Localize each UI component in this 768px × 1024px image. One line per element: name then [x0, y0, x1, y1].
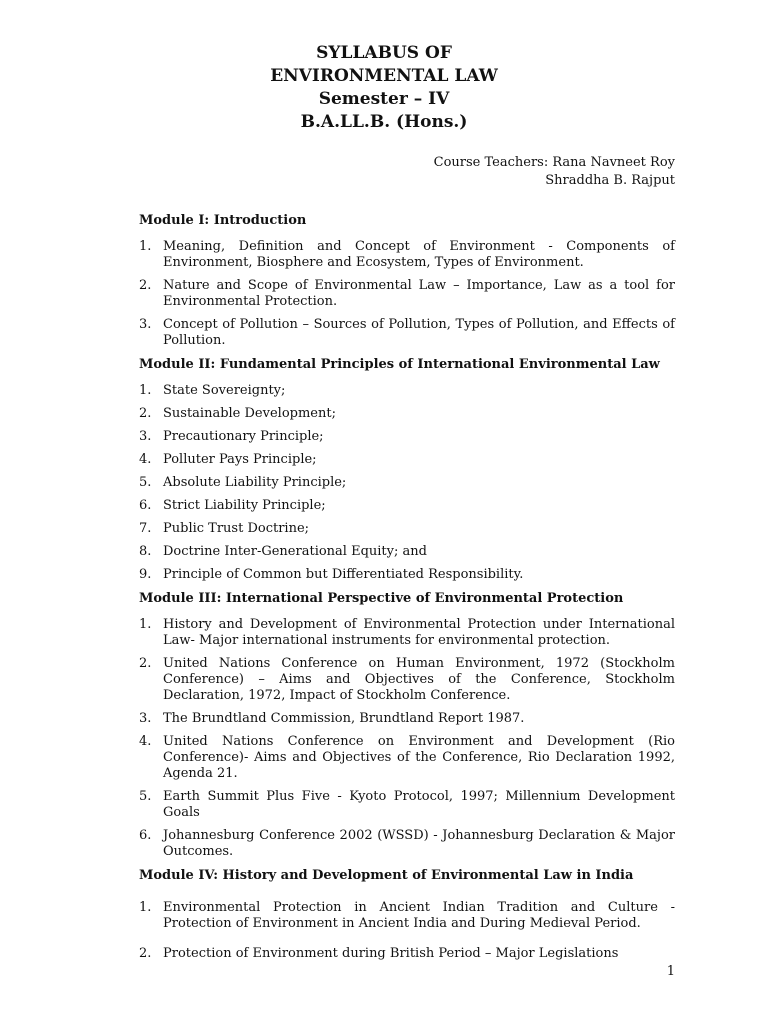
list-text: United Nations Conference on Environment and Development (Rio Conference)- Aims and Objectives of the Conference, Rio Declaration 1992, Agenda 21.: [163, 734, 675, 781]
list-item: [139, 711, 675, 727]
list-item: [139, 946, 675, 962]
list-text: Protection of Environment during British Period – Major Legislations: [163, 946, 619, 961]
list-number: 1.: [139, 239, 152, 254]
list-number: 3.: [139, 317, 152, 332]
list-item: [139, 475, 675, 491]
list-item: [139, 734, 675, 782]
list-number: 2.: [139, 656, 152, 671]
list-text: State Sovereignty;: [163, 383, 286, 398]
list-number: 1.: [139, 383, 152, 398]
list-number: 1.: [139, 900, 152, 915]
module-section: [139, 356, 675, 583]
list-text: Precautionary Principle;: [163, 429, 324, 444]
module-section: [139, 867, 675, 962]
list-item: [139, 498, 675, 514]
list-text: Nature and Scope of Environmental Law – Importance, Law as a tool for Environmental Protection.: [163, 278, 675, 309]
list-text: Environmental Protection in Ancient Indian Tradition and Culture - Protection of Environment in Ancient India and During Medieval Period.: [163, 900, 675, 931]
module-heading: Module I: Introduction: [139, 213, 307, 228]
list-number: 4.: [139, 734, 152, 749]
list-item: [139, 544, 675, 560]
module-list: [139, 383, 675, 583]
list-item: [139, 567, 675, 583]
list-text: Principle of Common but Differentiated Responsibility.: [163, 567, 524, 582]
list-number: 9.: [139, 567, 152, 582]
title-line: SYLLABUS OF: [316, 43, 452, 63]
list-number: 2.: [139, 406, 152, 421]
module-list: [139, 239, 675, 349]
list-item: [139, 521, 675, 537]
list-text: Absolute Liability Principle;: [163, 475, 347, 490]
module-section: [139, 590, 675, 860]
list-text: Earth Summit Plus Five - Kyoto Protocol, 1997; Millennium Development Goals: [163, 789, 675, 820]
list-item: [139, 239, 675, 271]
course-teachers-line: Course Teachers: Rana Navneet Roy: [433, 155, 675, 170]
list-item: [139, 429, 675, 445]
title-line: Semester – IV: [318, 89, 450, 109]
list-number: 6.: [139, 828, 152, 843]
list-text: History and Development of Environmental Protection under International Law- Major international instruments for environmental protection.: [163, 617, 675, 648]
list-text: Public Trust Doctrine;: [163, 521, 310, 536]
list-number: 3.: [139, 711, 152, 726]
list-number: 5.: [139, 475, 152, 490]
list-item: [139, 656, 675, 704]
list-text: Johannesburg Conference 2002 (WSSD) - Johannesburg Declaration & Major Outcomes.: [163, 828, 675, 859]
list-item: [139, 617, 675, 649]
list-number: 6.: [139, 498, 152, 513]
title-block: [0, 42, 768, 134]
module-heading: Module III: International Perspective of Environmental Protection: [139, 591, 624, 606]
module-list: [139, 900, 675, 962]
list-text: Doctrine Inter-Generational Equity; and: [163, 544, 427, 559]
list-number: 7.: [139, 521, 152, 536]
module-list: [139, 617, 675, 860]
course-teachers: [434, 154, 675, 190]
page-number: 1: [666, 964, 675, 979]
list-number: 8.: [139, 544, 152, 559]
list-item: [139, 317, 675, 349]
list-item: [139, 383, 675, 399]
course-teachers-line: Shraddha B. Rajput: [545, 173, 675, 188]
list-number: 2.: [139, 946, 152, 961]
list-number: 2.: [139, 278, 152, 293]
list-item: [139, 900, 675, 932]
list-number: 5.: [139, 789, 152, 804]
list-number: 1.: [139, 617, 152, 632]
list-text: United Nations Conference on Human Environment, 1972 (Stockholm Conference) – Aims and Objectives of the Conference, Stockholm Declaration, 1972, Impact of Stockholm Conference.: [163, 656, 675, 703]
module-heading: Module II: Fundamental Principles of International Environmental Law: [139, 357, 660, 372]
list-item: [139, 278, 675, 310]
module-section: [139, 212, 675, 349]
list-item: [139, 828, 675, 860]
list-item: [139, 452, 675, 468]
syllabus-content: [139, 212, 675, 969]
list-text: Concept of Pollution – Sources of Pollution, Types of Pollution, and Effects of Pollution.: [163, 317, 675, 348]
list-text: Polluter Pays Principle;: [163, 452, 317, 467]
list-item: [139, 789, 675, 821]
list-text: Strict Liability Principle;: [163, 498, 326, 513]
title-line: B.A.LL.B. (Hons.): [300, 112, 468, 132]
list-text: Sustainable Development;: [163, 406, 336, 421]
list-item: [139, 406, 675, 422]
list-text: Meaning, Definition and Concept of Environment - Components of Environment, Biosphere and Ecosystem, Types of Environment.: [163, 239, 675, 270]
list-text: The Brundtland Commission, Brundtland Report 1987.: [163, 711, 525, 726]
module-heading: Module IV: History and Development of Environmental Law in India: [139, 868, 634, 883]
title-line: ENVIRONMENTAL LAW: [270, 66, 498, 86]
list-number: 4.: [139, 452, 152, 467]
list-number: 3.: [139, 429, 152, 444]
